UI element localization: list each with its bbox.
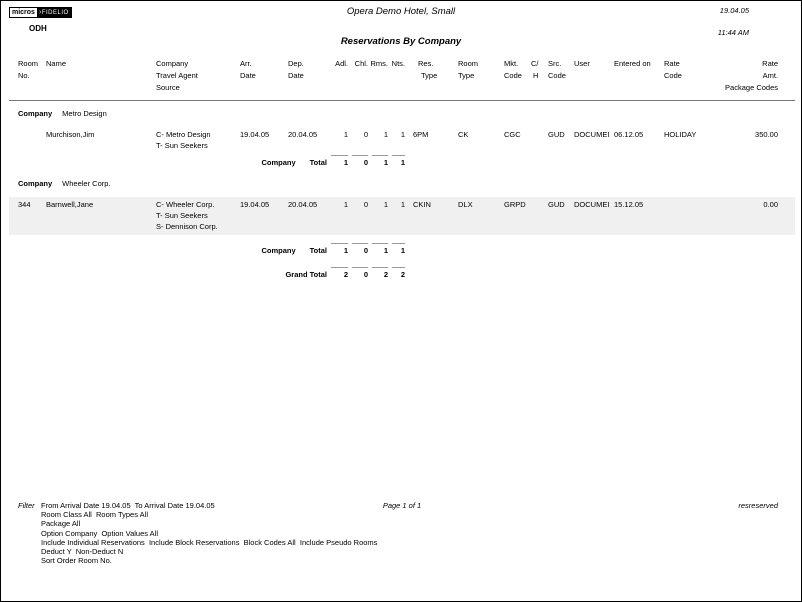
cell-company: C- Metro Design T- Sun Seekers bbox=[156, 130, 211, 150]
report-code: resreserved bbox=[738, 501, 778, 510]
col-header-arr-date: Arr. Date bbox=[240, 59, 256, 80]
print-time: 11:44 AM bbox=[717, 28, 749, 37]
cell-room-type: CK bbox=[458, 130, 469, 139]
micros-logo-text: micros bbox=[9, 7, 38, 18]
col-header-adl: Adl. bbox=[335, 59, 348, 68]
grand-total-chl: 0 bbox=[348, 267, 368, 279]
total-rms: 1 bbox=[368, 243, 388, 255]
cell-adl: 1 bbox=[343, 200, 348, 209]
total-nts: 1 bbox=[388, 243, 405, 255]
cell-entered-on: 15.12.05 bbox=[614, 200, 644, 209]
company-total-label: Company Total bbox=[261, 158, 327, 167]
cell-nts: 1 bbox=[400, 200, 405, 209]
col-header-room-no: Room No. bbox=[18, 59, 39, 80]
cell-ch bbox=[531, 199, 547, 232]
grand-total-label: Grand Total bbox=[285, 270, 327, 279]
report-title: Reservations By Company bbox=[340, 36, 462, 47]
cell-arr-date: 19.04.05 bbox=[240, 130, 270, 139]
cell-rate-code: HOLIDAY bbox=[664, 130, 697, 139]
cell-user: DOCUMEI bbox=[574, 200, 610, 209]
cell-entered-on: 06.12.05 bbox=[614, 130, 644, 139]
cell-room-no: 344 bbox=[18, 200, 31, 209]
filter-line: Sort Order Room No. bbox=[41, 556, 112, 566]
cell-mkt-code: CGC bbox=[504, 130, 521, 139]
grand-total-row bbox=[9, 267, 795, 279]
company-total-label: Company Total bbox=[261, 246, 327, 255]
col-header-res-type: Res. Type bbox=[418, 59, 438, 80]
filter-line: Room Class All Room Types All bbox=[41, 510, 148, 520]
group-header-metro-design bbox=[9, 109, 795, 119]
cell-rms: 1 bbox=[383, 200, 388, 209]
group-label: Company bbox=[18, 109, 53, 118]
cell-rms: 1 bbox=[383, 130, 388, 139]
total-nts: 1 bbox=[388, 155, 405, 167]
company-total-row bbox=[9, 155, 795, 167]
cell-mkt-code: GRPD bbox=[504, 200, 526, 209]
table-header-row bbox=[9, 58, 795, 94]
col-header-rms: Rms. bbox=[370, 59, 388, 68]
total-adl: 1 bbox=[327, 243, 348, 255]
cell-rate-amt: 0.00 bbox=[763, 200, 778, 209]
chevron-icon: › bbox=[38, 9, 42, 16]
cell-user: DOCUMEI bbox=[574, 130, 610, 139]
grand-total-nts: 2 bbox=[388, 267, 405, 279]
filter-line: Deduct Y Non-Deduct N bbox=[41, 547, 124, 557]
cell-rate-code bbox=[663, 199, 713, 232]
filter-criteria bbox=[41, 501, 377, 565]
group-header-wheeler-corp bbox=[9, 179, 795, 189]
header-rule bbox=[9, 100, 795, 101]
col-header-ch: C/ H bbox=[531, 59, 539, 80]
page-number: Page 1 of 1 bbox=[382, 501, 422, 510]
col-header-room-type: Room Type bbox=[458, 59, 479, 80]
cell-chl: 0 bbox=[363, 130, 368, 139]
reservation-row bbox=[9, 129, 795, 151]
grand-total-rms: 2 bbox=[368, 267, 388, 279]
cell-room-type: DLX bbox=[458, 200, 473, 209]
cell-res-type: CKIN bbox=[413, 200, 431, 209]
cell-adl: 1 bbox=[343, 130, 348, 139]
col-header-dep-date: Dep. Date bbox=[288, 59, 304, 80]
total-chl: 0 bbox=[348, 155, 368, 167]
cell-chl: 0 bbox=[363, 200, 368, 209]
cell-guest-name: Barnwell,Jane bbox=[46, 200, 94, 209]
reservation-row bbox=[9, 197, 795, 235]
cell-guest-name: Murchison,Jim bbox=[46, 130, 95, 139]
fidelio-logo-text: ›FIDELIO bbox=[38, 7, 72, 18]
col-header-chl: Chl. bbox=[354, 59, 368, 68]
col-header-src-code: Src. Code bbox=[548, 59, 566, 80]
group-label: Company bbox=[18, 179, 53, 188]
col-header-company: Company Travel Agent Source bbox=[156, 59, 198, 92]
cell-ch bbox=[531, 129, 547, 151]
group-company-name: Wheeler Corp. bbox=[62, 179, 111, 188]
property-code: ODH bbox=[29, 24, 47, 33]
col-header-rate-amt: Rate Amt. Package Codes bbox=[725, 59, 778, 92]
cell-nts: 1 bbox=[400, 130, 405, 139]
filter-line: Include Individual Reservations Include Block Reservations Block Codes All Include Pseudo Rooms bbox=[41, 537, 378, 547]
cell-room-no bbox=[9, 129, 46, 151]
cell-src-code: GUD bbox=[548, 130, 565, 139]
col-header-mkt-code: Mkt. Code bbox=[504, 59, 522, 80]
cell-dep-date: 20.04.05 bbox=[288, 200, 318, 209]
total-rms: 1 bbox=[368, 155, 388, 167]
filter-line: Package All bbox=[41, 519, 81, 529]
col-header-user: User bbox=[574, 59, 590, 68]
cell-dep-date: 20.04.05 bbox=[288, 130, 318, 139]
cell-rate-amt: 350.00 bbox=[755, 130, 778, 139]
filter-label: Filter bbox=[18, 501, 35, 510]
col-header-nts: Nts. bbox=[391, 59, 405, 68]
report-table bbox=[9, 58, 795, 279]
grand-total-adl: 2 bbox=[327, 267, 348, 279]
col-header-name: Name bbox=[46, 59, 67, 68]
total-adl: 1 bbox=[327, 155, 348, 167]
hotel-title: Opera Demo Hotel, Small bbox=[346, 6, 456, 17]
company-total-row bbox=[9, 243, 795, 255]
cell-src-code: GUD bbox=[548, 200, 565, 209]
col-header-rate-code: Rate Code bbox=[664, 59, 682, 80]
col-header-entered-on: Entered on bbox=[614, 59, 651, 68]
filter-line: Option Company Option Values All bbox=[41, 528, 159, 538]
cell-arr-date: 19.04.05 bbox=[240, 200, 270, 209]
cell-res-type: 6PM bbox=[413, 130, 429, 139]
group-company-name: Metro Design bbox=[62, 109, 107, 118]
print-date: 19.04.05 bbox=[719, 6, 749, 15]
cell-company: C- Wheeler Corp. T- Sun Seekers S- Dennison Corp. bbox=[156, 200, 218, 231]
total-chl: 0 bbox=[348, 243, 368, 255]
filter-line: From Arrival Date 19.04.05 To Arrival Date 19.04.05 bbox=[41, 501, 215, 510]
